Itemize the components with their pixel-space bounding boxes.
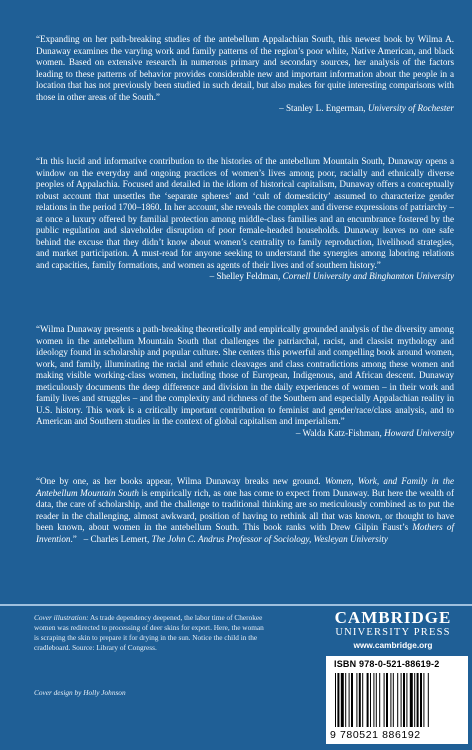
quote-text-part: .”	[70, 533, 77, 544]
barcode-number: 9 780521 886192	[330, 729, 421, 741]
quote-text	[36, 476, 454, 545]
cover-illustration-credit	[34, 613, 266, 653]
book-title: Mothers of Invention	[36, 522, 455, 544]
quote-lemert	[36, 476, 454, 545]
quote-text-part: “One by one, as her books appear, Wilma Dunaway breaks new ground.	[36, 476, 325, 486]
quote-text-part: is empirically rich, as one has come to expect from Dunaway. But here the wealth of data, the care of scholarship, and the challenge to traditional thinking are so meticulously combined as to put the reader in the challenging, almost awkward, position of having to rethink all that was known, or thought to have been known, about women in the antebellum South. This book ranks with Drew Gilpin Faust’s	[36, 487, 454, 533]
quote-affiliation: University of Rochester	[367, 103, 454, 114]
publisher-logo-press: UNIVERSITY PRESS	[335, 627, 451, 638]
quote-katz-fishman	[36, 324, 454, 439]
quote-engerman	[36, 34, 454, 115]
cover-design-credit: Cover design by Holly Johnson	[34, 688, 126, 697]
quote-feldman	[36, 156, 454, 283]
quote-text: “In this lucid and informative contribution to the histories of the antebellum Mountain South, Dunaway opens a window on the everyday and ongoing practices of women’s lives among poor, racially and ethnically diverse peoples of Appalachia. Focused and detailed in the idiom of historical capitalism, Dunaway offers a conceptually robust account that unsettles the ‘separate spheres’ and ‘cult of domesticity’ assumed to characterize gender relations in the period 1700–1860. In her account, she reveals the complex and diverse expressions of patriarchy – at once a luxury offered by familial protection among middle-class families and an encumbrance fostered by the public regulation and slaveholder disruption of poor female-headed households. Dunaway leaves no one safe behind the excuse that they didn’t know about women’s centrality to family reproduction, livelihood strategies, and market participation. A must-read for anyone seeking to understand the synergies among laboring relations and capacities, family formations, and women as agents of their lives and of southern history.”	[36, 156, 454, 270]
book-title: Women, Work, and Family in the Antebellum Mountain South	[36, 476, 454, 498]
isbn-label: ISBN 978-0-521-88619-2	[334, 659, 440, 669]
quote-author: – Stanley L. Engerman,	[279, 103, 366, 114]
quote-attribution	[36, 271, 454, 283]
quote-author: – Shelley Feldman,	[209, 271, 281, 282]
quote-affiliation: Cornell University and Binghamton University	[282, 271, 454, 282]
isbn-barcode-box	[326, 656, 468, 744]
quote-affiliation: Howard University	[384, 427, 454, 438]
quote-text: “Wilma Dunaway presents a path-breaking theoretically and empirically grounded analysis of the diversity among women in the antebellum Mountain South that challenges the patriarchal, racist, and classist mythology and ideology found in scholarship and popular culture. She centers this powerful and compelling book around women, work, and family, illuminating the racial and ethnic cleavages and class contradictions among these women and making visible working-class women, including those of European, Indigenous, and African descent. Dunaway meticulously documents the deep difference and division in the daily experiences of women – in their work and family lives and struggles – and the complexity and richness of the Southern and especially Appalachian reality in U.S. history. This work is a critically important contribution to feminist and gender/race/class analysis, and to American and Southern studies in the context of global capitalism and imperialism.”	[36, 324, 454, 427]
quote-author: – Walda Katz-Fishman,	[295, 427, 382, 438]
quote-affiliation: The John C. Andrus Professor of Sociology, Wesleyan University	[151, 533, 388, 544]
quote-author: – Charles Lemert,	[83, 533, 150, 544]
quote-attribution	[36, 428, 454, 440]
cover-illustration-label: Cover illustration:	[34, 613, 89, 622]
cover-illustration-text: As trade dependency deepened, the labor time of Cherokee women was redirected to processing of deer skins for export. Here, the woman is scraping the skin to prepare it for drying in the sun. Notice the child in the cradleboard. Source: Library of Congress.	[34, 613, 264, 652]
quote-text: “Expanding on her path-breaking studies of the antebellum Appalachian South, this newest book by Wilma A. Dunaway examines the varying work and family patterns of the region’s poor white, Native American, and black women. Based on extensive research in numerous primary and secondary sources, her analysis of the factors leading to these patterns of behavior provides considerable new and important information about the people in a location that has not previously been studied in such detail, but also makes for quite interesting comparisons with those in other areas of the South.”	[36, 34, 454, 102]
barcode-icon	[335, 673, 459, 727]
quote-attribution	[36, 103, 454, 115]
publisher-logo-name: CAMBRIDGE	[334, 608, 452, 627]
publisher-url: www.cambridge.org	[353, 640, 433, 650]
